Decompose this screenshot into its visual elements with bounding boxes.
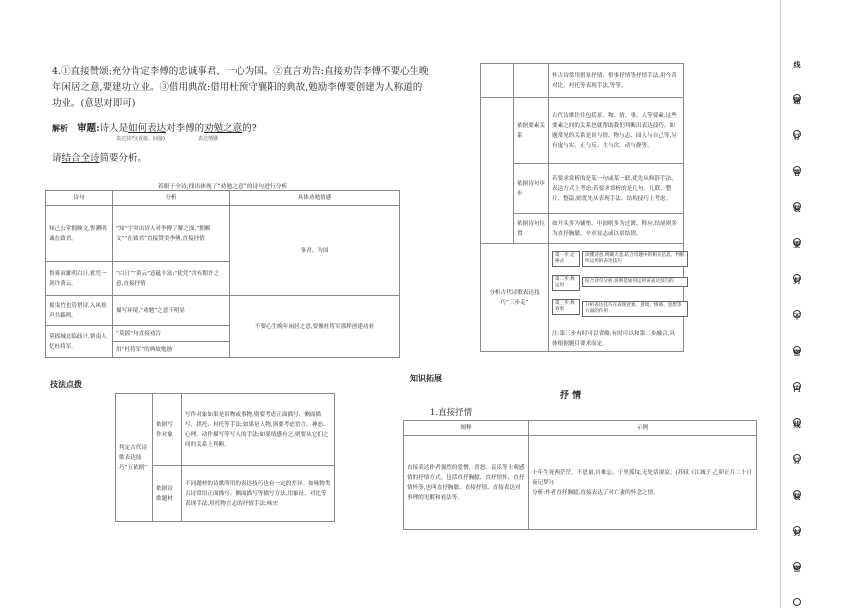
margin-glyph: 封 [793,529,801,537]
example-analysis: 分析:作者直抒胸臆,直接表达了对亡妻的怀念之情。 [532,489,659,496]
margin-glyph: 装 [793,205,801,213]
jifa-left-cell: 判定古代诗歌表达技巧“五依据” [116,394,153,522]
technique-table [480,63,684,352]
instr-underline: 结合全诗 [61,153,100,164]
section-title-jifa: 技法点拨 [50,380,82,389]
example-cell [529,436,757,530]
table-header: 诗句 [46,191,113,206]
three-steps-cell [549,244,684,352]
section-title-zhishi: 知识拓展 [410,374,442,383]
instr-text: 简要分析。 [99,153,148,164]
analysis-text: 诗人是 [99,123,129,134]
technique-key: 依据要素关系 [514,98,549,164]
verse-cell: 知己公堂拥颇文,誓溯明诚在致君。 [46,206,113,262]
table-row [481,98,684,164]
technique-top-text: 怀古诗常用借景抒情、借事抒情等抒情手法,用今昔对比、衬托等表现手法,等等。 [549,64,684,98]
analysis-cell: 描写环境,“劝勉”之意不明显 [113,296,230,326]
table-row [481,244,684,352]
table-row [46,206,400,262]
emotion-cell: 事君、为国 [230,206,400,296]
analysis-cell: “莫摇”句直接劝告 [113,326,230,342]
margin-glyph: 密 [793,565,801,573]
technique-value: 古代诗歌往往包括景、物、情、事、人等要素,这些要素之间的关系也就帮助我们判断出表达技巧。如题常见的关系是景与情、物与志、园人与自己等,另有虚与实、正与反、主与次、动与静等。 [549,98,684,164]
lyric-table [403,420,757,530]
technique-key: 依据诗句步步 [514,164,549,214]
margin-glyph: 内 [793,385,801,393]
point-direct: 1.直接抒情 [430,408,473,418]
subtitle-shuqing: 抒 情 [560,391,582,401]
jifa-table [115,393,335,522]
table1-caption: 着眼于全诗,找出体现了“劝勉之意”的诗句进行分析 [157,184,288,190]
margin-glyph: 要 [793,241,801,249]
emotion-cell: 不要心生晚年闲居之意,要像杜将军那样创建功业 [230,296,400,358]
instr-text: 请 [52,153,62,164]
technique-value: 若要求赏析的是某一句或某一联,优先从修辞手法、表达方式上考虑;若要求赏析的是几句、几联、整片、整篇,则优先从表现手法、结构技巧上考虑。 [549,164,684,214]
analysis-cell: “知”字突出诗人对李傅了解之深,“拥颇文”“在致君”直接赞美李傅,直接抒情 [113,206,230,262]
margin-glyph: 订 [793,457,801,465]
analysis-cell: “白日”“黄云”意蕴丰富;“犹凭”含有期许之意,直接抒情 [113,262,230,296]
answer-block [52,64,432,112]
answer-line: 年闲居之意,要建功立业。③借用典故:借用杜预守襄阳的典故,勉励李傅要创建为人称道的 [52,82,423,93]
margin-glyph: 答 [793,169,801,177]
analysis-prefix: 审题: [77,123,100,134]
margin-divider [780,0,781,608]
verse-cell: 莫摇城北临歧计,销南人忆杜将军。 [46,326,113,358]
table-header: 具体劝勉情感 [230,191,400,206]
margin-glyph: 订 [793,133,801,141]
answer-line: 功业。(意思对即可) [52,98,136,109]
example-poem: 十年生死两茫茫。不思量,自难忘。千里孤坟,无处话凄凉。(苏轼《江城子·乙卯正月二十日夜记梦》) [532,469,753,486]
step-desc: 读懂诗意,明确大意,结合诗题中的相关信息、判断所运用的表达技巧 [582,251,688,267]
jifa-value: 不同题材的诗歌所用的表达技巧也有一定的差异。如咏物类古诗常用正面描写、侧面描写等描写方法,用象征、对比等表现手法,用托物言志的抒情手法;咏史 [182,466,335,522]
table-header: 分析 [113,191,230,206]
margin-glyph: 密 [793,349,801,357]
jifa-key: 依据诗歌题材 [153,466,182,522]
jifa-value: 写作对象如果是景物或事物,则要考虑正面描写、侧面描写、拱托、衬托等手法;如果是人物,则要考虑语言、神态、心理、动作描写等写人的手法;如果情感有之,则要从它们之间的关系上判断。 [182,394,335,466]
margin-glyph: 封 [793,277,801,285]
analysis-block [52,121,432,167]
technique-value: 如开头多为铺垫、中间则多为过渡、释应,结尾则多为直抒胸臆、卒章显志或以景结情。 [549,214,684,244]
analysis-text: 对李傅的 [166,123,205,134]
margin-glyph: 线 [793,421,801,429]
step-label: 第三步,释效果 [552,299,580,315]
margin-glyph: 题 [793,97,801,105]
margin-glyph: 不 [793,313,801,321]
verse-cell: 摇曳竹也管措诗,入风松声共籁鸣。 [46,296,113,326]
verse-cell: 鲁雾双雄明白日,犹凭一剑许黄云。 [46,262,113,296]
answer-line: 4.①直接赞颂:充分肯定李傅的忠诚事君、一心为国。②直言劝告:直接劝告李傅不要心生晚 [52,66,429,77]
analysis-text: 的? [242,123,257,134]
margin-glyph: 线 [793,61,801,69]
margin-circle-icon [793,598,801,606]
margin-glyph: 装 [793,493,801,501]
steps-note: 注:第三步有时可以省略,有时可以和第二步融合,具体根据题目要求而定。 [552,331,675,347]
table-row [481,64,684,98]
three-steps-label: 分析古代诗歌表达技巧“三步走” [481,244,549,352]
table-header: 阐释 [404,421,529,436]
step-desc: 结合诗句分析,说明是如何运用该表达技巧的 [582,277,688,287]
analysis-label: 解析 [52,124,68,133]
verse-analysis-table [45,190,400,358]
jifa-key: 依据写作对象 [153,394,182,466]
analysis-how: 如何表达 [128,123,167,134]
analysis-what: 劝勉之意 [204,123,243,134]
explain-cell: 直接表达作者强烈的爱憎、喜怒、哀乐等主观感情的抒情方式。包括直抒胸臆、直抒情怀、直抒情怀等,也叫直抒胸臆、直接抒情、直接表达对事理的见解和看法等。 [404,436,529,530]
table-row [404,436,757,530]
table-row [116,394,335,466]
step-label: 第二步,释运用 [552,275,580,291]
note-what: 表达情感 [198,136,219,142]
step-desc: 分析表达技巧在表现意象、意境、情感、思想等方面的作用 [582,301,688,317]
technique-key: 依据诗句位置 [514,214,549,244]
analysis-cell: 用“杜将军”的典故勉励 [113,342,230,358]
table-header: 示例 [529,421,757,436]
note-how: 表达技巧(直接、间接) [116,136,165,142]
step-label: 第一步,定格式 [552,251,580,267]
table-row [46,296,400,326]
steps-diagram [552,251,685,329]
